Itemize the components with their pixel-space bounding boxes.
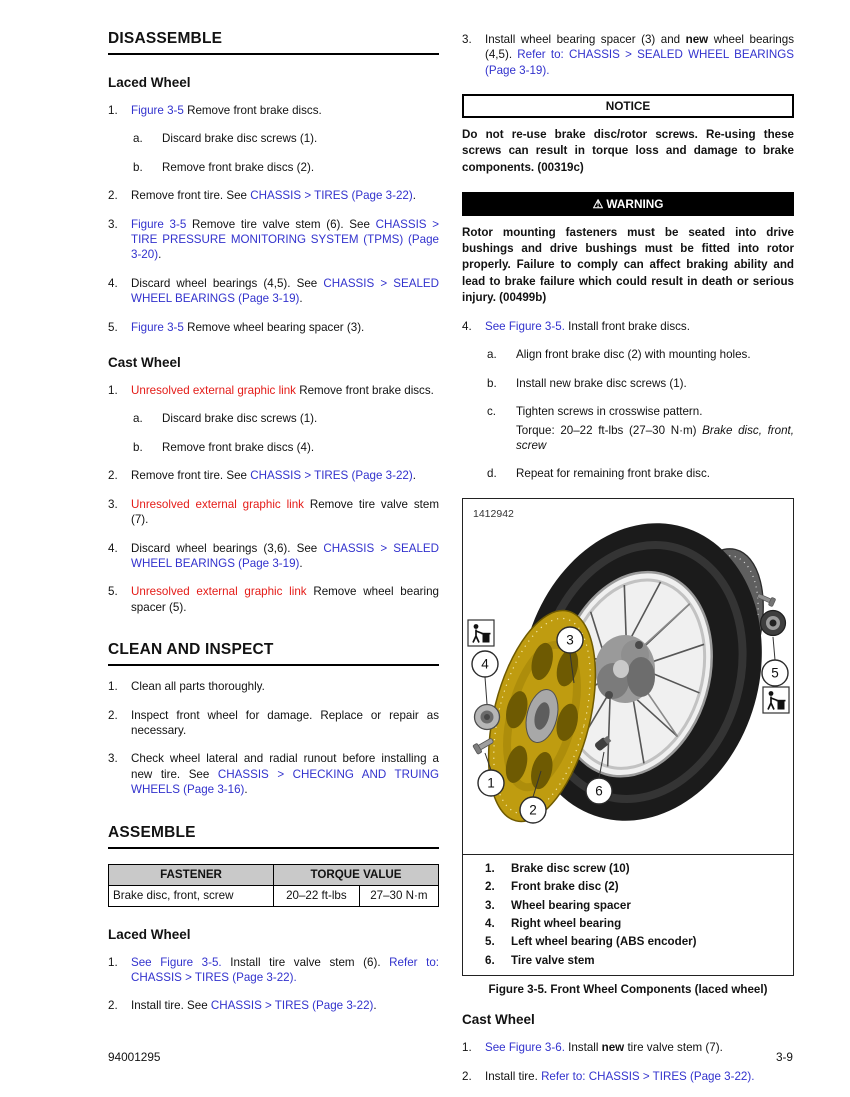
text-run: Discard brake disc screws (1).: [162, 412, 318, 426]
list-item: [462, 319, 794, 334]
list-item-number: 3.: [108, 497, 118, 511]
svg-text:6: 6: [595, 783, 603, 799]
list-item: [465, 898, 787, 913]
list-item: [465, 934, 787, 949]
text-run: Discard wheel bearings (3,6). See: [131, 541, 324, 555]
notice-body: Do not re-use brake disc/rotor screws. Re-using these screws can result in torque loss and damage to brake components. (00319c): [462, 128, 794, 174]
list-item-number: 2.: [462, 1069, 472, 1083]
torque-table: [108, 864, 439, 907]
doc-link[interactable]: Figure 3-5: [131, 217, 187, 231]
callout-3: [557, 627, 583, 653]
list-item: [108, 188, 439, 203]
discard-icon: [468, 620, 494, 646]
list-item-text: [131, 103, 439, 118]
list-item-text: [131, 751, 439, 797]
list-item-number: d.: [487, 467, 497, 481]
text-run: Remove front tire. See: [131, 469, 251, 483]
doc-link[interactable]: CHASSIS > SEALED WHEEL BEARINGS (Page 3-19): [131, 541, 439, 570]
list-item-number: 4.: [108, 276, 118, 290]
text-run: Check wheel lateral and radial runout before installing a new tire. See: [131, 752, 439, 781]
list-item-text: [162, 440, 439, 455]
text-run: .: [158, 248, 162, 262]
list-item: [462, 347, 794, 362]
doc-link[interactable]: Figure 3-5: [131, 104, 184, 117]
text-run: Right wheel bearing: [511, 917, 622, 931]
list-item-text: [131, 217, 439, 263]
list-item-number: 5.: [108, 320, 118, 334]
list-item-number: 4.: [108, 541, 118, 555]
figure-image-id: 1412942: [473, 507, 514, 520]
left-column: [108, 30, 439, 1014]
broken-link-text: Unresolved external graphic link: [131, 384, 296, 398]
list-item-text: [485, 32, 794, 78]
list-item-text: [162, 131, 439, 146]
list-item-number: 1.: [108, 680, 118, 694]
text-run: Tire valve stem: [511, 953, 595, 967]
right-column: [462, 30, 794, 1084]
list-item-text: [131, 998, 439, 1013]
list-item-number: 4.: [485, 917, 495, 931]
assemble-step-4: [462, 319, 794, 482]
list-item-text: [516, 347, 794, 362]
text-run: Discard brake disc screws (1).: [162, 132, 318, 146]
text-run: Install front brake discs.: [564, 319, 690, 333]
list-item-number: 6.: [485, 953, 495, 967]
text-run: new: [601, 1041, 625, 1055]
text-run: Remove front brake discs (4).: [162, 440, 315, 454]
text-run: .: [299, 292, 303, 306]
list-item-number: 2.: [108, 999, 118, 1013]
list-item: [465, 953, 787, 968]
svg-text:5: 5: [771, 665, 779, 681]
doc-link[interactable]: See Figure 3-6.: [485, 1041, 565, 1055]
text-run: tire valve stem (7).: [624, 1041, 723, 1055]
list-item: [465, 879, 787, 894]
text-run: Install new brake disc screws (1).: [516, 376, 687, 390]
list-item-number: 2.: [108, 469, 118, 483]
doc-link[interactable]: CHASSIS > TIRE PRESSURE MONITORING SYSTEM (TPMS) (Page 3-20): [131, 217, 439, 262]
list-item: [108, 584, 439, 615]
list-item: [108, 708, 439, 739]
list-item: [108, 468, 439, 483]
footer-document-number: 94001295: [108, 1050, 161, 1064]
list-item: [462, 423, 794, 454]
list-item-number: 5.: [485, 935, 495, 949]
list-item-number: 1.: [108, 384, 118, 398]
text-run: Remove front brake discs.: [183, 104, 322, 117]
subsection-cast-wheel-assemble: Cast Wheel: [462, 1012, 535, 1028]
list-item-number: 5.: [108, 585, 118, 599]
list-item: [108, 497, 439, 528]
torque-table-cell-nm: 27–30 N·m: [359, 885, 438, 906]
figure-image: [463, 499, 793, 854]
list-item-number: 1.: [108, 104, 118, 117]
text-run: Align front brake disc (2) with mounting holes.: [516, 348, 751, 362]
list-item-text: [511, 934, 787, 949]
callout-2: [520, 797, 546, 823]
list-item-text: [131, 955, 439, 986]
text-run: Install tire valve stem (6).: [221, 955, 390, 969]
list-item-text: [131, 541, 439, 572]
torque-table-cell-ftlbs: 20–22 ft-lbs: [274, 885, 360, 906]
list-item: [108, 103, 439, 118]
torque-table-header-fastener: FASTENER: [109, 864, 274, 885]
text-run: Remove front tire. See: [131, 189, 251, 203]
list-item: [108, 440, 439, 455]
section-heading-assemble: ASSEMBLE: [108, 824, 439, 849]
doc-link[interactable]: CHASSIS > TIRES (Page 3-22): [250, 469, 413, 483]
text-run: .: [299, 556, 303, 570]
list-item-text: [131, 468, 439, 483]
list-item: [465, 861, 787, 876]
text-run: .: [373, 999, 377, 1013]
list-item-text: [511, 916, 787, 931]
doc-link[interactable]: Refer to: CHASSIS > SEALED WHEEL BEARINGS (Page 3-19).: [485, 48, 795, 77]
list-item-text: [131, 276, 439, 307]
wheel-bearing-left: [761, 610, 786, 635]
list-item-text: [162, 411, 439, 426]
list-item: [108, 541, 439, 572]
broken-link-text: Unresolved external graphic link: [131, 585, 307, 599]
list-item-text: [516, 376, 794, 391]
list-item-text: [131, 584, 439, 615]
list-item: [462, 466, 794, 481]
list-item-number: c.: [487, 405, 497, 419]
list-item-number: 1.: [462, 1041, 472, 1055]
list-item: [108, 383, 439, 398]
figure-caption: Figure 3-5. Front Wheel Components (laced wheel): [488, 983, 768, 997]
list-item-text: [511, 879, 787, 894]
list-item-text: [485, 319, 794, 334]
list-item: [108, 131, 439, 146]
list-item: [108, 998, 439, 1013]
text-run: new: [685, 33, 709, 46]
text-run: Remove front brake discs.: [295, 384, 434, 398]
warning-body: Rotor mounting fasteners must be seated into drive bushings and drive bushings must be fitted into rotor properly. Failure to comply can affect braking ability and lead to brake failure which could result in death or serious injury. (00499b): [462, 225, 794, 304]
text-run: Remove tire valve stem (7).: [131, 497, 439, 527]
doc-link[interactable]: See Figure 3-5.: [131, 955, 222, 969]
list-item: [462, 376, 794, 391]
text-run: Install tire.: [485, 1069, 542, 1083]
svg-text:3: 3: [566, 632, 574, 648]
list-item-number: 3.: [485, 898, 495, 912]
list-item-number: a.: [133, 412, 143, 426]
broken-link-text: Unresolved external graphic link: [131, 497, 304, 511]
text-run: .: [412, 189, 416, 203]
laced-wheel-disassemble-steps: [108, 103, 439, 335]
text-run: Repeat for remaining front brake disc.: [516, 467, 710, 481]
list-item: [462, 404, 794, 419]
section-heading-clean-inspect: CLEAN AND INSPECT: [108, 641, 439, 666]
assemble-step-3: [462, 32, 794, 78]
text-run: Left wheel bearing (ABS encoder): [511, 935, 697, 949]
torque-table-header-torque-value: TORQUE VALUE: [274, 864, 439, 885]
list-item-number: 2.: [108, 708, 118, 722]
list-item-text: [131, 320, 439, 335]
torque-table-header-row: [109, 864, 439, 885]
text-run: Remove tire valve stem (6). See: [186, 217, 376, 231]
laced-wheel-assemble-steps: [108, 955, 439, 1014]
list-item-number: 2.: [485, 880, 495, 894]
text-run: Remove front brake discs (2).: [162, 160, 315, 174]
list-item-text: [516, 423, 794, 454]
list-item-number: 3.: [108, 217, 118, 231]
list-item: [108, 217, 439, 263]
list-item-number: a.: [133, 132, 143, 146]
doc-link[interactable]: CHASSIS > TIRES (Page 3-22): [210, 999, 374, 1013]
callout-6: [586, 778, 612, 804]
text-run: Remove wheel bearing spacer (3).: [183, 320, 365, 334]
discard-icon: [763, 687, 789, 713]
list-item: [465, 916, 787, 931]
list-item-number: b.: [133, 440, 143, 454]
callout-1: [478, 770, 504, 796]
doc-link[interactable]: CHASSIS > TIRES (Page 3-22): [250, 189, 413, 203]
list-item-text: [511, 898, 787, 913]
list-item-number: [487, 423, 516, 454]
list-item-text: [131, 383, 439, 398]
list-item-text: [131, 497, 439, 528]
text-run: Tighten screws in crosswise pattern.: [516, 405, 703, 419]
list-item-text: [131, 679, 439, 694]
callout-5: [762, 660, 788, 686]
exploded-view-front-wheel: [463, 499, 794, 854]
list-item-number: a.: [487, 348, 497, 362]
torque-table-cell-fastener: Brake disc, front, screw: [109, 885, 274, 906]
subsection-laced-wheel: Laced Wheel: [108, 75, 191, 90]
list-item: [108, 276, 439, 307]
footer-page-number: 3-9: [775, 1050, 793, 1064]
figure-3-5: [462, 498, 794, 976]
svg-text:1: 1: [487, 775, 495, 791]
list-item-text: [516, 404, 794, 419]
svg-text:4: 4: [481, 656, 489, 672]
list-item-number: 3.: [462, 33, 472, 46]
list-item-number: 2.: [108, 189, 118, 203]
doc-link[interactable]: Refer to: CHASSIS > TIRES (Page 3-22).: [131, 955, 439, 984]
list-item-text: [131, 188, 439, 203]
text-run: Install wheel bearing spacer (3) and: [485, 33, 686, 46]
doc-link[interactable]: CHASSIS > SEALED WHEEL BEARINGS (Page 3-19): [131, 276, 439, 306]
warning-title: WARNING: [606, 196, 664, 211]
wheel-hub: [595, 635, 655, 703]
list-item-text: [485, 1069, 794, 1084]
text-run: Remove wheel bearing spacer (5).: [131, 585, 439, 614]
text-run: wheel bearings (4,5).: [485, 33, 794, 62]
text-run: Inspect front wheel for damage. Replace or repair as necessary.: [131, 708, 439, 737]
torque-table-row: [109, 885, 439, 906]
text-run: .: [244, 783, 248, 797]
list-item: [108, 160, 439, 175]
list-item-text: [516, 466, 794, 481]
svg-text:2: 2: [529, 802, 537, 818]
doc-link[interactable]: See Figure 3-5.: [485, 319, 565, 333]
page-footer: [108, 1050, 793, 1064]
list-item: [108, 411, 439, 426]
cast-wheel-disassemble-steps: [108, 383, 439, 615]
doc-link[interactable]: Refer to: CHASSIS > TIRES (Page 3-22).: [541, 1069, 755, 1083]
text-run: Brake disc screw (10): [511, 861, 630, 875]
subsection-laced-wheel-assemble: Laced Wheel: [108, 926, 191, 942]
text-run: .: [412, 469, 416, 483]
text-run: Discard wheel bearings (4,5). See: [131, 276, 324, 290]
list-item-number: b.: [487, 376, 497, 390]
subsection-cast-wheel: Cast Wheel: [108, 355, 181, 371]
list-item: [108, 679, 439, 694]
text-run: Install: [564, 1041, 602, 1055]
doc-link[interactable]: CHASSIS > CHECKING AND TRUING WHEELS (Page 3-16): [131, 767, 439, 797]
warning-triangle-icon: ⚠: [592, 196, 604, 211]
notice-title: NOTICE: [605, 99, 651, 114]
list-item-number: 4.: [462, 319, 472, 333]
list-item-text: [162, 160, 439, 175]
warning-box: [462, 192, 794, 216]
list-item: [108, 751, 439, 797]
list-item-text: [131, 708, 439, 739]
list-item: [462, 32, 794, 78]
doc-link[interactable]: Figure 3-5: [131, 320, 184, 334]
list-item: [108, 320, 439, 335]
text-run: Wheel bearing spacer: [511, 898, 631, 912]
section-heading-disassemble: DISASSEMBLE: [108, 30, 439, 55]
text-run: Install tire. See: [131, 999, 211, 1013]
list-item-text: [511, 953, 787, 968]
callout-4: [472, 651, 498, 677]
text-run: Front brake disc (2): [511, 880, 619, 894]
list-item: [108, 955, 439, 986]
list-item-text: [511, 861, 787, 876]
clean-inspect-steps: [108, 679, 439, 797]
list-item: [462, 1069, 794, 1084]
figure-legend: [463, 854, 793, 975]
notice-box: [462, 94, 794, 118]
text-run: Torque: 20–22 ft-lbs (27–30 N·m): [516, 423, 703, 437]
text-run: Brake disc, front, screw: [516, 423, 794, 452]
text-run: Clean all parts thoroughly.: [131, 680, 265, 694]
list-item-number: 3.: [108, 752, 118, 766]
list-item-number: 1.: [108, 955, 118, 969]
list-item-number: 1.: [485, 861, 495, 875]
wheel-bearing-right: [475, 704, 500, 729]
list-item-number: b.: [133, 160, 143, 174]
